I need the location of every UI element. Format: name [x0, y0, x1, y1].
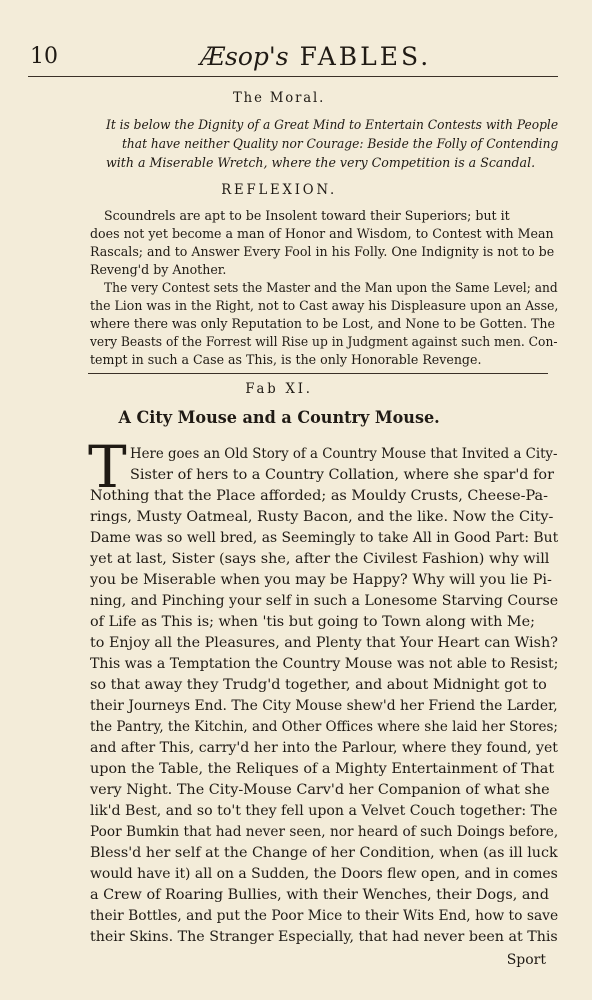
reflexion-heading: REFLEXION. — [221, 182, 338, 198]
fable-line: ning, and Pinching your self in such a Lonesome Starving Course — [90, 593, 559, 609]
fable-line: would have it) all on a Sudden, the Doors flew open, and in comes — [90, 866, 558, 882]
running-title-aesop: Æsop's — [200, 42, 289, 71]
fable-line: This was a Temptation the Country Mouse was not able to Resist; — [90, 656, 559, 672]
fable-line: Here goes an Old Story of a Country Mouse that Invited a City- — [130, 446, 558, 462]
fable-line: Poor Bumkin that had never seen, nor heard of such Doings before, — [90, 824, 559, 840]
fable-line: Nothing that the Place afforded; as Mouldy Crusts, Cheese-Pa- — [90, 488, 548, 504]
reflexion-line: Reveng'd by Another. — [90, 262, 227, 277]
running-title-fables: FABLES. — [299, 42, 432, 71]
fable-line: upon the Table, the Reliques of a Mighty Entertainment of That — [90, 761, 555, 777]
reflexion-line: Scoundrels are apt to be Insolent toward their Superiors; but it — [104, 208, 510, 223]
fable-line: you be Miserable when you may be Happy? Why will you lie Pi- — [90, 572, 552, 588]
fable-line: of Life as This is; when 'tis but going to Town along with Me; — [90, 614, 536, 630]
fable-line: Dame was so well bred, as Seemingly to take All in Good Part: But — [90, 530, 559, 546]
page-number: 10 — [30, 44, 58, 69]
reflexion-line: does not yet become a man of Honor and Wisdom, to Contest with Mean — [90, 226, 554, 241]
fable-line: Bless'd her self at the Change of her Condition, when (as ill luck — [90, 845, 558, 861]
fable-line: so that away they Trudg'd together, and about Midnight got to — [90, 677, 547, 693]
moral-line: with a Miserable Wretch, where the very Competition is a Scandal. — [106, 155, 536, 170]
fable-line: very Night. The City-Mouse Carv'd her Companion of what she — [90, 782, 550, 798]
drop-cap: T — [88, 433, 127, 501]
fable-line: their Skins. The Stranger Especially, that had never been at This — [90, 929, 558, 945]
reflexion-line: very Beasts of the Forrest will Rise up in Judgment against such men. Con- — [90, 334, 558, 349]
fable-line: and after This, carry'd her into the Parlour, where they found, yet — [90, 740, 558, 756]
fable-line: their Bottles, and put the Poor Mice to their Wits End, how to save — [90, 908, 559, 924]
running-title — [200, 42, 431, 71]
fable-line: lik'd Best, and so to't they fell upon a Velvet Couch together: The — [90, 803, 558, 819]
section-rule — [88, 373, 548, 374]
reflexion-line: tempt in such a Case as This, is the only Honorable Revenge. — [90, 352, 482, 367]
fable-line: Sister of hers to a Country Collation, where she spar'd for — [130, 467, 554, 483]
fable-line: to Enjoy all the Pleasures, and Plenty that Your Heart can Wish? — [90, 635, 558, 651]
fable-title: A City Mouse and a Country Mouse. — [118, 408, 440, 428]
moral-heading: The Moral. — [232, 90, 326, 106]
fable-line: a Crew of Roaring Bullies, with their Wenches, their Dogs, and — [90, 887, 549, 903]
fable-number: Fab XI. — [245, 381, 313, 397]
fable-line: rings, Musty Oatmeal, Rusty Bacon, and the like. Now the City- — [90, 509, 554, 525]
reflexion-line: Rascals; and to Answer Every Fool in his Folly. One Indignity is not to be — [90, 244, 555, 259]
catchword: Sport — [506, 952, 546, 968]
moral-line: It is below the Dignity of a Great Mind to Entertain Contests with People — [106, 117, 559, 132]
moral-line: that have neither Quality nor Courage: Beside the Folly of Contending — [122, 136, 559, 151]
fable-line: yet at last, Sister (says she, after the Civilest Fashion) why will — [90, 551, 550, 567]
reflexion-line: where there was only Reputation to be Lost, and None to be Gotten. The — [90, 316, 555, 331]
reflexion-line: The very Contest sets the Master and the Man upon the Same Level; and — [104, 280, 558, 295]
fable-line: their Journeys End. The City Mouse shew'd her Friend the Larder, — [90, 698, 558, 714]
reflexion-line: the Lion was in the Right, not to Cast away his Displeasure upon an Asse, — [90, 298, 559, 313]
header-rule — [28, 76, 558, 77]
fable-line: the Pantry, the Kitchin, and Other Offices where she laid her Stores; — [90, 719, 558, 735]
